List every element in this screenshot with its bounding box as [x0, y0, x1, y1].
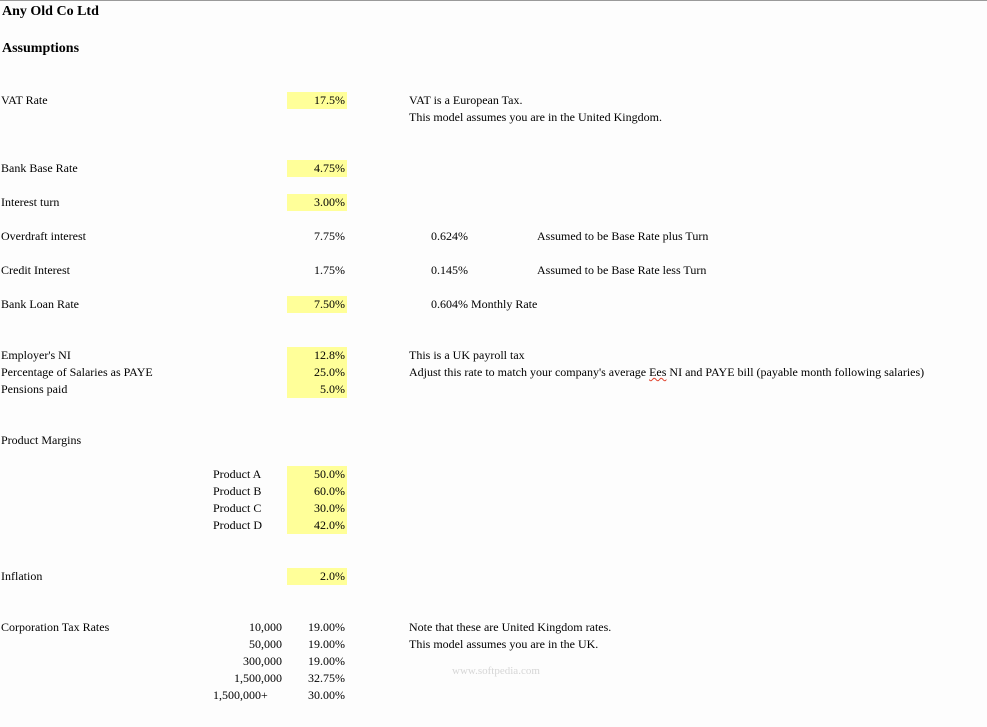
product-c-label: Product C [213, 501, 262, 515]
corp-tax-rate: 32.75% [308, 671, 345, 685]
employers-ni-label: Employer's NI [1, 348, 71, 362]
pensions-label: Pensions paid [1, 382, 68, 396]
watermark: www.softpedia.com [452, 665, 540, 677]
inflation-input[interactable]: 2.0% [287, 568, 347, 585]
corp-tax-rate: 30.00% [308, 688, 345, 702]
product-b-label: Product B [213, 484, 262, 498]
paye-note: Adjust this rate to match your company's average Ees NI and PAYE bill (payable month following salaries) [409, 365, 925, 379]
loan-label: Bank Loan Rate [1, 297, 79, 311]
interest-turn-label: Interest turn [1, 195, 60, 209]
vat-note-1: VAT is a European Tax. [409, 93, 523, 107]
product-a-label: Product A [213, 467, 262, 481]
bank-base-label: Bank Base Rate [1, 161, 78, 175]
paye-input[interactable]: 25.0% [287, 364, 347, 381]
product-d-input[interactable]: 42.0% [287, 517, 347, 534]
corp-tax-band: 10,000 [249, 620, 282, 634]
credit-monthly: 0.145% [431, 263, 468, 277]
vat-note-2: This model assumes you are in the United Kingdom. [409, 110, 662, 124]
employers-ni-note: This is a UK payroll tax [409, 348, 525, 362]
corp-tax-rate: 19.00% [308, 620, 345, 634]
corp-tax-rate: 19.00% [308, 654, 345, 668]
corp-tax-note-1: Note that these are United Kingdom rates. [409, 620, 612, 634]
product-a-input[interactable]: 50.0% [287, 466, 347, 483]
credit-note: Assumed to be Base Rate less Turn [537, 263, 707, 277]
corp-tax-rate: 19.00% [308, 637, 345, 651]
product-b-input[interactable]: 60.0% [287, 483, 347, 500]
overdraft-note: Assumed to be Base Rate plus Turn [537, 229, 709, 243]
loan-monthly: 0.604% Monthly Rate [431, 297, 538, 311]
corp-tax-band: 1,500,000+ [213, 688, 268, 702]
overdraft-value: 7.75% [314, 229, 345, 243]
spellcheck-word: Ees [649, 365, 667, 379]
section-title: Assumptions [2, 41, 80, 56]
corp-tax-band: 300,000 [243, 654, 282, 668]
corp-tax-label: Corporation Tax Rates [1, 620, 110, 634]
product-d-label: Product D [213, 518, 262, 532]
corp-tax-note-2: This model assumes you are in the UK. [409, 637, 599, 651]
inflation-label: Inflation [1, 569, 43, 583]
overdraft-monthly: 0.624% [431, 229, 468, 243]
corp-tax-band: 1,500,000 [234, 671, 282, 685]
corp-tax-band: 50,000 [249, 637, 282, 651]
interest-turn-input[interactable]: 3.00% [287, 194, 347, 211]
loan-input[interactable]: 7.50% [287, 296, 347, 313]
product-c-input[interactable]: 30.0% [287, 500, 347, 517]
margins-label: Product Margins [1, 433, 82, 447]
overdraft-label: Overdraft interest [1, 229, 86, 243]
bank-base-input[interactable]: 4.75% [287, 160, 347, 177]
paye-label: Percentage of Salaries as PAYE [1, 365, 153, 379]
vat-label: VAT Rate [1, 93, 48, 107]
top-border [0, 0, 987, 1]
pensions-input[interactable]: 5.0% [287, 381, 347, 398]
company-title: Any Old Co Ltd [2, 4, 99, 19]
employers-ni-input[interactable]: 12.8% [287, 347, 347, 364]
credit-value: 1.75% [314, 263, 345, 277]
credit-label: Credit Interest [1, 263, 70, 277]
vat-input[interactable]: 17.5% [287, 92, 347, 109]
